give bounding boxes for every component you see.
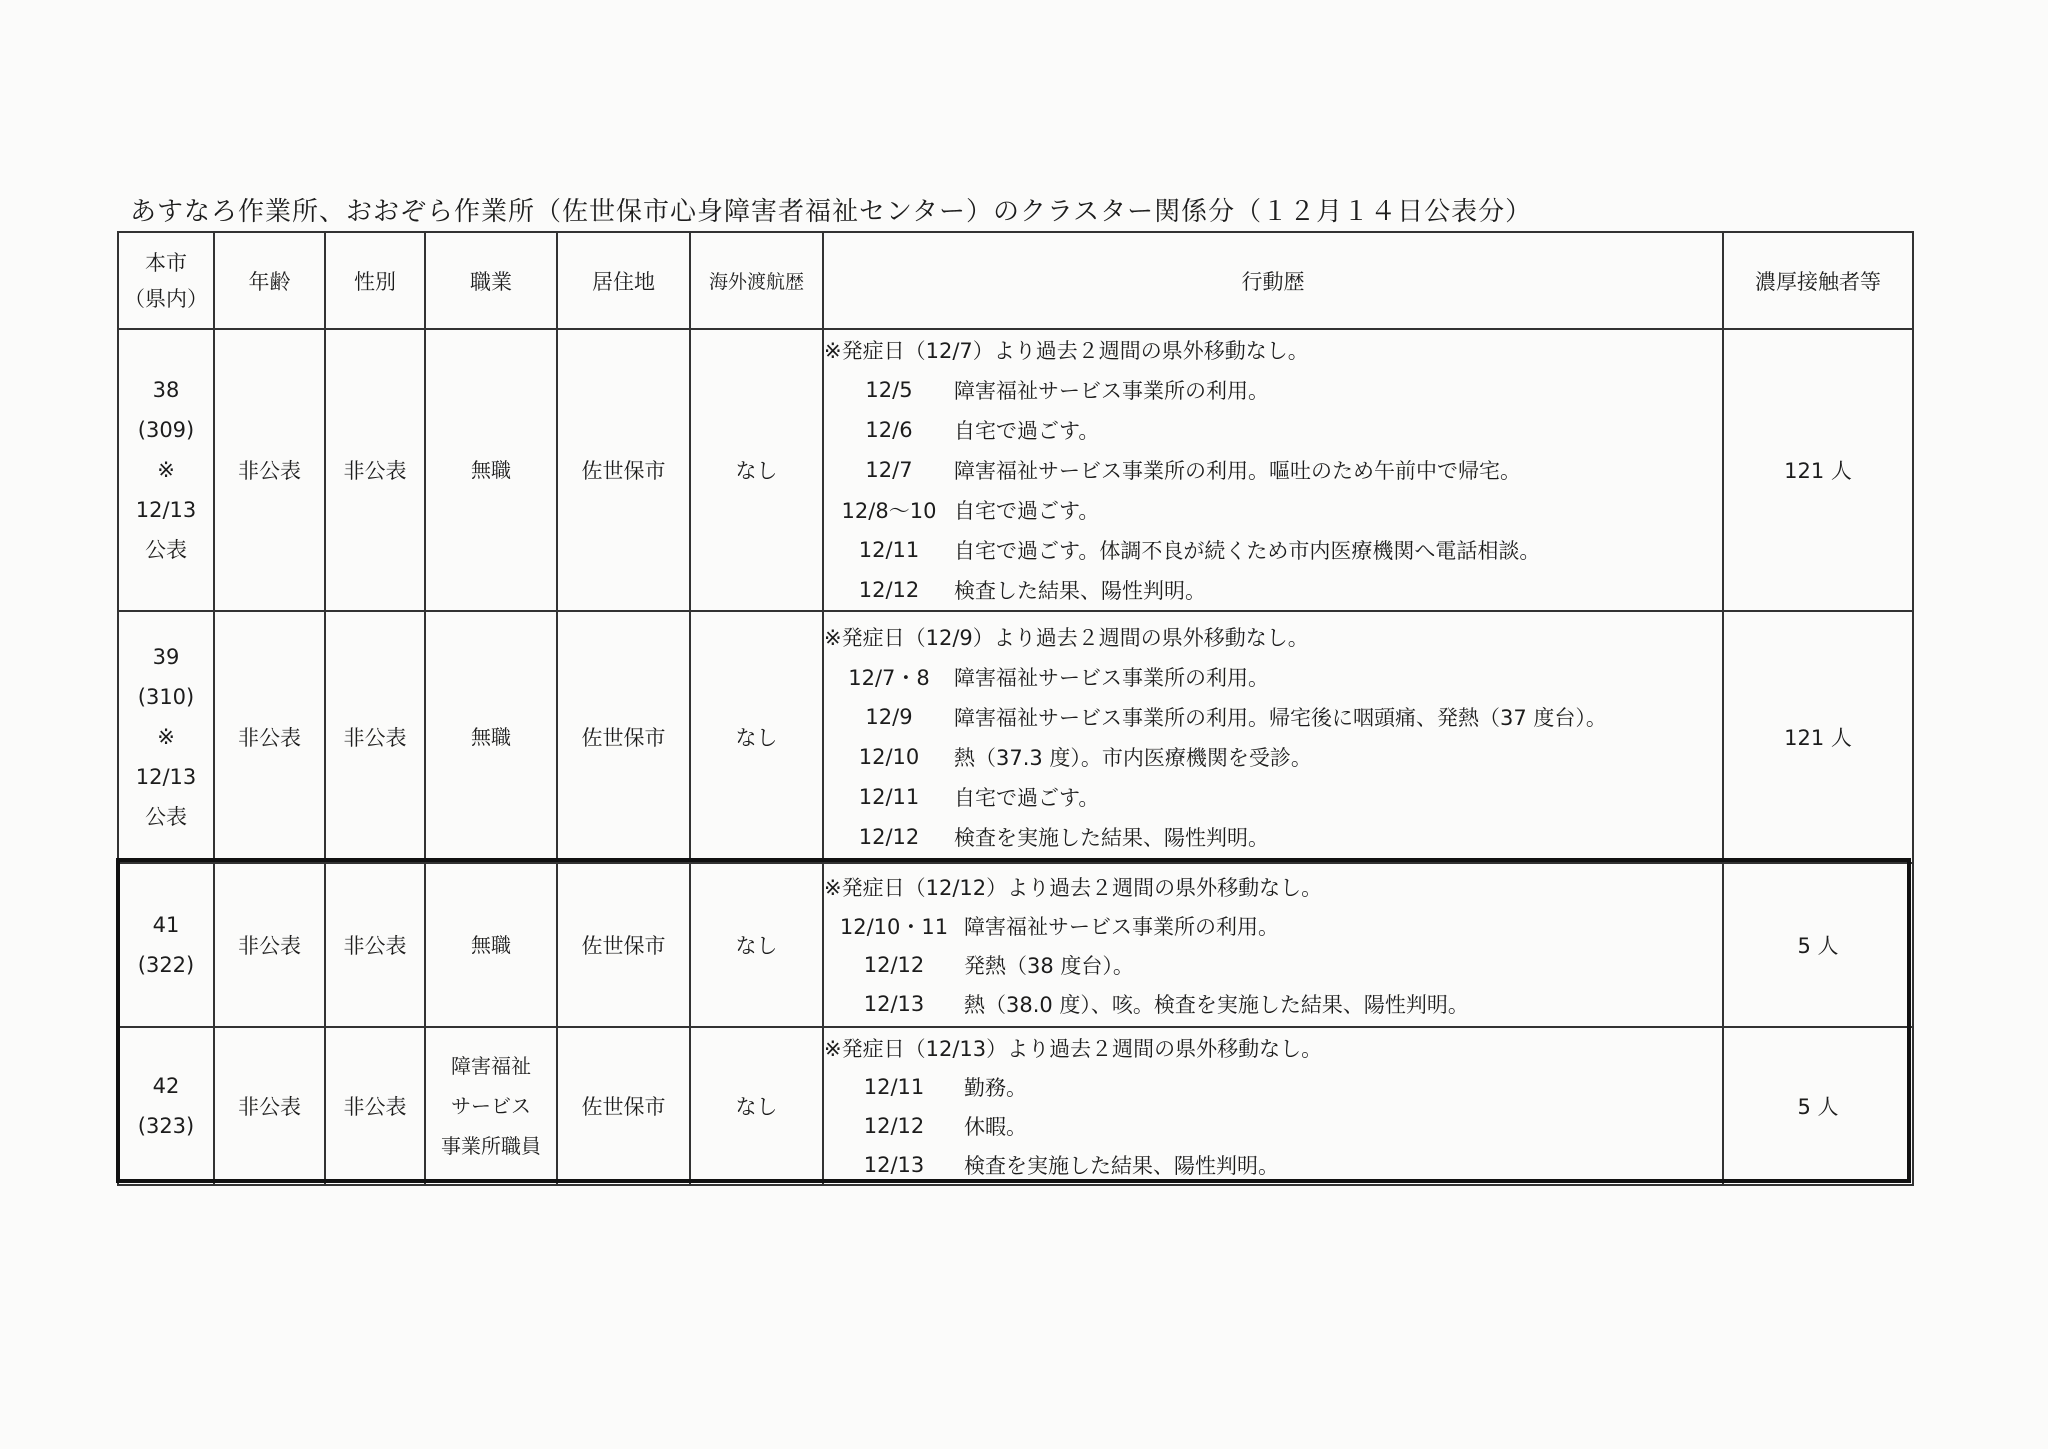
- header-number: 本市 （県内）: [118, 232, 214, 329]
- cluster-cases-table: [117, 231, 1914, 1186]
- header-age: 年齢: [214, 232, 325, 329]
- case-overseas: なし: [690, 329, 823, 611]
- history-entry: 12/10・11 障害福祉サービス事業所の利用。: [839, 914, 1279, 939]
- history-entry: 12/13 熱（38.0 度）、咳。検査を実施した結果、陽性判明。: [863, 991, 1469, 1017]
- history-note: ※発症日（12/13）より過去２週間の県外移動なし。: [824, 1036, 1323, 1061]
- case-sex: 非公表: [325, 1027, 425, 1185]
- case-age: 非公表: [214, 863, 325, 1027]
- table-row: [118, 863, 1913, 1027]
- case-overseas: なし: [690, 611, 823, 863]
- history-entry: 12/7・8 障害福祉サービス事業所の利用。: [848, 666, 1269, 690]
- case-contacts: 121 人: [1723, 611, 1913, 863]
- case-sex: 非公表: [325, 329, 425, 611]
- history-entry: 12/10 熱（37.3 度）。市内医療機関を受診。: [858, 745, 1312, 770]
- case-residence: 佐世保市: [557, 863, 690, 1027]
- header-contacts: 濃厚接触者等: [1723, 232, 1913, 329]
- history-note: ※発症日（12/7）より過去２週間の県外移動なし。: [824, 339, 1309, 363]
- case-history: [823, 611, 1723, 863]
- case-history: [823, 329, 1723, 611]
- table-row: [118, 611, 1913, 863]
- case-number: 38 (309) ※ 12/13 公表: [118, 329, 214, 611]
- case-number: 42 (323): [118, 1027, 214, 1185]
- case-overseas: なし: [690, 863, 823, 1027]
- case-job: 無職: [425, 329, 557, 611]
- header-residence: 居住地: [557, 232, 690, 329]
- case-number: 39 (310) ※ 12/13 公表: [118, 611, 214, 863]
- case-residence: 佐世保市: [557, 329, 690, 611]
- case-history: [823, 1027, 1723, 1185]
- history-entry: 12/12 検査を実施した結果、陽性判明。: [858, 825, 1269, 850]
- case-sex: 非公表: [325, 611, 425, 863]
- history-entry: 12/12 検査した結果、陽性判明。: [858, 578, 1206, 603]
- history-note: ※発症日（12/9）より過去２週間の県外移動なし。: [824, 626, 1309, 650]
- history-entry: 12/8～10 自宅で過ごす。: [841, 499, 1100, 523]
- case-overseas: なし: [690, 1027, 823, 1185]
- case-age: 非公表: [214, 1027, 325, 1185]
- case-contacts: 5 人: [1723, 863, 1913, 1027]
- header-overseas: 海外渡航歴: [690, 232, 823, 329]
- history-note: ※発症日（12/12）より過去２週間の県外移動なし。: [824, 875, 1323, 900]
- case-age: 非公表: [214, 611, 325, 863]
- case-number: 41 (322): [118, 863, 214, 1027]
- history-entry: 12/6 自宅で過ごす。: [865, 418, 1100, 443]
- case-contacts: 121 人: [1723, 329, 1913, 611]
- case-contacts: 5 人: [1723, 1027, 1913, 1185]
- case-job: 無職: [425, 611, 557, 863]
- history-entry: 12/12 休暇。: [863, 1113, 1027, 1139]
- case-job: 無職: [425, 863, 557, 1027]
- case-residence: 佐世保市: [557, 611, 690, 863]
- history-entry: 12/5 障害福祉サービス事業所の利用。: [865, 378, 1269, 403]
- case-age: 非公表: [214, 329, 325, 611]
- table-header-row: [118, 232, 1913, 329]
- history-entry: 12/12 発熱（38 度台）。: [863, 952, 1134, 978]
- header-job: 職業: [425, 232, 557, 329]
- history-entry: 12/7 障害福祉サービス事業所の利用。嘔吐のため午前中で帰宅。: [865, 458, 1521, 483]
- history-entry: 12/11 自宅で過ごす。: [858, 785, 1100, 810]
- history-entry: 12/11 勤務。: [863, 1074, 1027, 1100]
- case-job: 障害福祉 サービス 事業所職員: [425, 1027, 557, 1185]
- table-row: [118, 329, 1913, 611]
- case-residence: 佐世保市: [557, 1027, 690, 1185]
- history-entry: 12/9 障害福祉サービス事業所の利用。帰宅後に咽頭痛、発熱（37 度台）。: [865, 705, 1607, 730]
- header-history: 行動歴: [823, 232, 1723, 329]
- table-row: [118, 1027, 1913, 1185]
- case-sex: 非公表: [325, 863, 425, 1027]
- history-entry: 12/11 自宅で過ごす。体調不良が続くため市内医療機関へ電話相談。: [858, 538, 1541, 563]
- history-entry: 12/13 検査を実施した結果、陽性判明。: [863, 1152, 1279, 1178]
- header-sex: 性別: [325, 232, 425, 329]
- case-history: [823, 863, 1723, 1027]
- document-title: あすなろ作業所、おおぞら作業所（佐世保市心身障害者福祉センター）のクラスター関係分（１２月１４日公表分）: [130, 197, 1533, 227]
